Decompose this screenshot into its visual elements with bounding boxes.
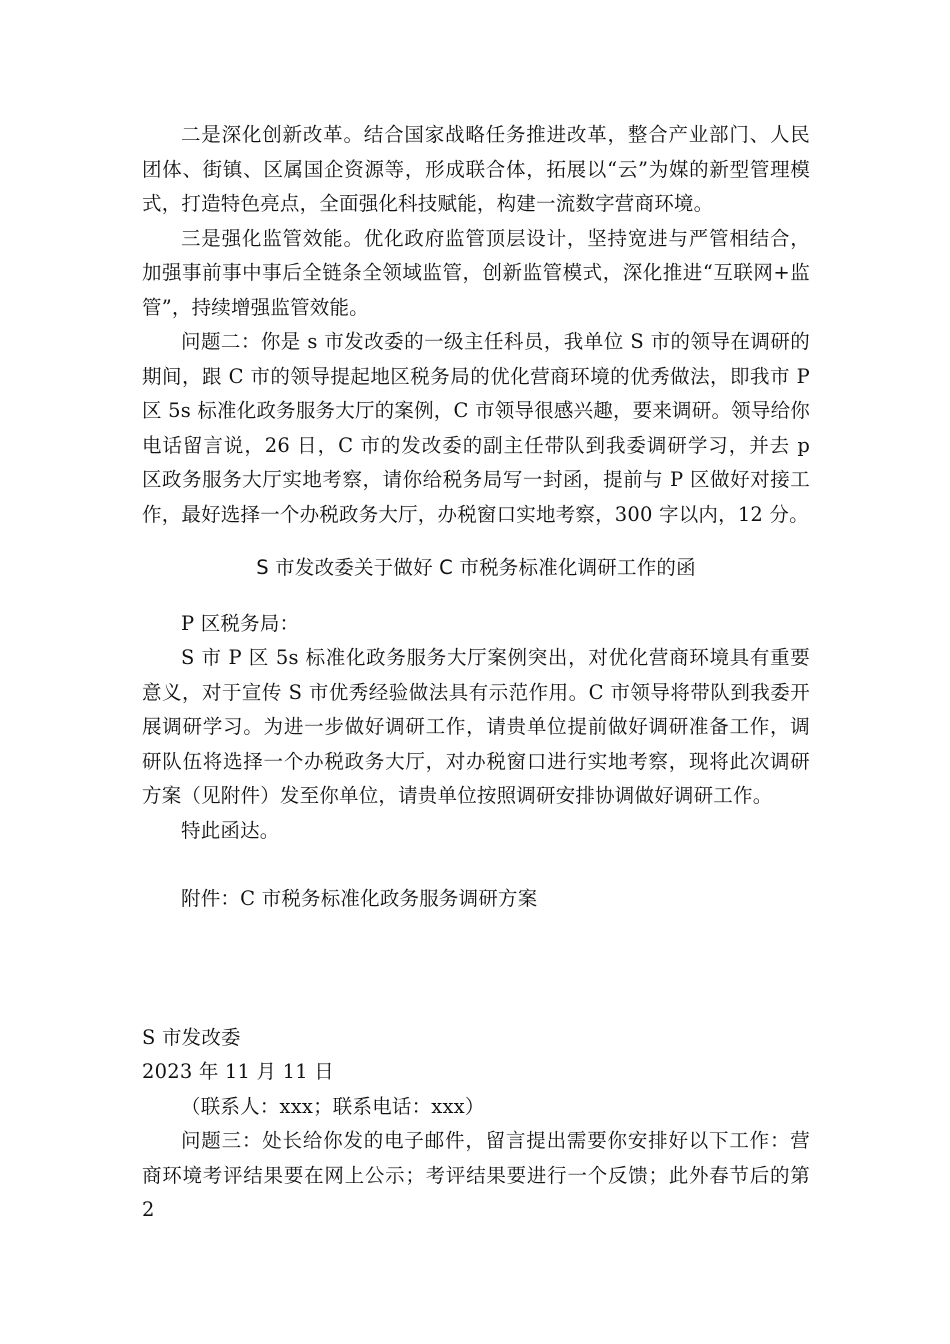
letter-closing: 特此函达。 [181,818,280,842]
letter-title: S 市发改委关于做好 C 市税务标准化调研工作的函 [256,556,696,579]
document-body [142,118,810,1228]
letter-contact: （联系人：xxx；联系电话：xxx） [181,1094,485,1118]
letter-salutation: P 区税务局： [181,611,300,635]
paragraph-supervision-efficiency: 三是强化监管效能。优化政府监管顶层设计，坚持宽进与严管相结合，加强事前事中事后全链条全领域监管，创新监管模式，深化推进“互联网+监管”，持续增强监管效能。 [142,226,810,319]
letter-signature: S 市发改委 [142,1025,241,1049]
letter-body: S 市 P 区 5s 标准化政务服务大厅案例突出，对优化营商环境具有重要意义，对于宣传 S 市优秀经验做法具有示范作用。C 市领导将带队到我委开展调研学习。为进一步做好调研工作，请贵单位提前做好调研准备工作，调研队伍将选择一个办税政务大厅，对办税窗口进行实地考察，现将此次调研方案（见附件）发至你单位，请贵单位按照调研安排协调做好调研工作。 [142,646,810,807]
letter-attachment: 附件：C 市税务标准化政务服务调研方案 [181,887,538,910]
spacer [142,848,810,882]
paragraph-innovation-reform: 二是深化创新改革。结合国家战略任务推进改革，整合产业部门、人民团体、街镇、区属国企资源等，形成联合体，拓展以“云”为媒的新型管理模式，打造特色亮点，全面强化科技赋能，构建一流数字营商环境。 [142,123,810,215]
letter-date: 2023 年 11 月 11 日 [142,1060,334,1083]
spacer [142,917,810,1021]
paragraph-question-three: 问题三：处长给你发的电子邮件，留言提出需要你安排好以下工作：营商环境考评结果要在网上公示；考评结果要进行一个反馈；此外春节后的第 2 [142,1129,810,1221]
paragraph-question-two: 问题二：你是 s 市发改委的一级主任科员，我单位 S 市的领导在调研的期间，跟 C 市的领导提起地区税务局的优化营商环境的优秀做法，即我市 P 区 5s 标准化政务服务大厅的案例，C 市领导很感兴趣，要来调研。领导给你电话留言说，26 日，C 市的发改委的副主任带队到我委调研学习，并去 p 区政务服务大厅实地考察，请你给税务局写一封函，提前与 P 区做好对接工作，最好选择一个办税政务大厅，办税窗口实地考察，300 字以内，12 分。 [142,330,810,526]
